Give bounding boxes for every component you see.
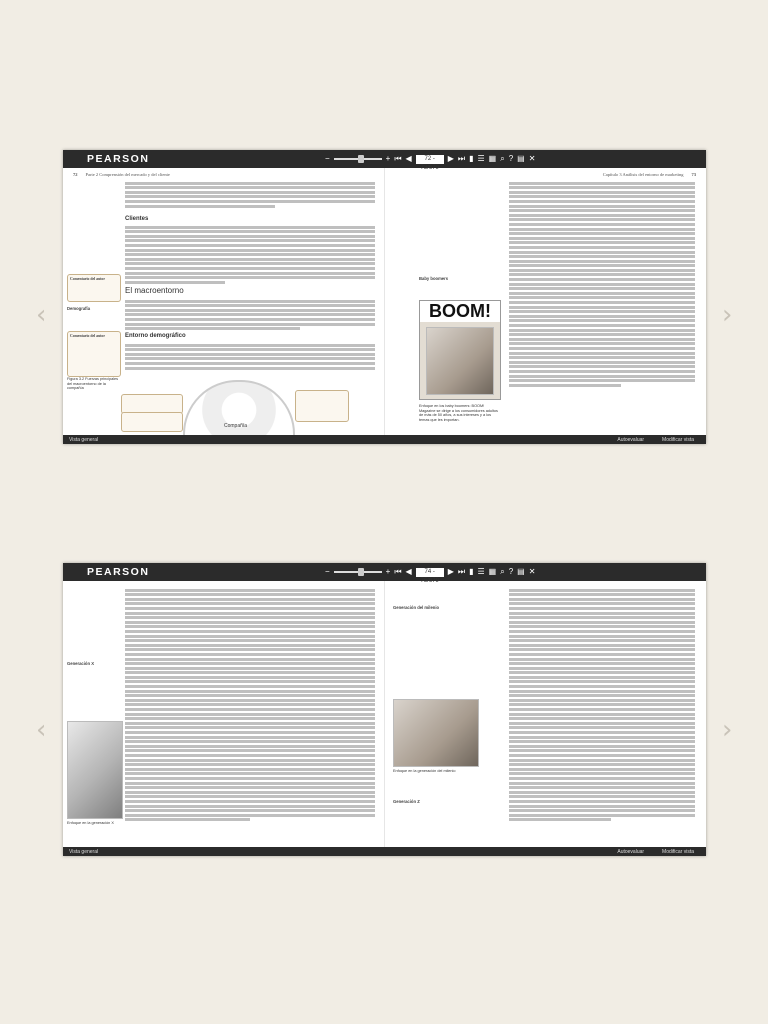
search-icon[interactable]: ⌕: [500, 154, 505, 163]
heading-clientes: Clientes: [125, 216, 149, 222]
overview-button[interactable]: Vista general: [69, 848, 99, 855]
couple-photo: [426, 327, 494, 395]
brand-logo: PEARSON: [87, 153, 150, 165]
change-view-button[interactable]: Modificar vista: [662, 848, 694, 855]
grid-icon[interactable]: ▦: [488, 154, 497, 163]
right-page: [385, 581, 706, 847]
close-icon[interactable]: ✕: [528, 567, 536, 576]
body-text: [509, 180, 695, 388]
last-page-icon[interactable]: ⏭: [457, 567, 466, 576]
zoom-in-icon[interactable]: +: [385, 154, 391, 163]
zoom-slider[interactable]: [334, 158, 382, 160]
heading-demografico: Entorno demográfico: [125, 333, 186, 339]
search-icon[interactable]: ⌕: [500, 567, 505, 576]
reader-view-top: [63, 150, 706, 444]
reader-bottombar: [63, 847, 706, 856]
first-page-icon[interactable]: ⏮: [394, 567, 402, 576]
grid-icon[interactable]: ▦: [488, 567, 497, 576]
margin-gen-x: Generación X: [67, 661, 94, 666]
close-icon[interactable]: ✕: [528, 154, 536, 163]
reader-toolbar: [63, 150, 706, 171]
toolbar-controls: [325, 567, 536, 584]
zoom-out-icon[interactable]: −: [325, 567, 330, 576]
toolbar-controls: [325, 154, 536, 171]
next-spread-arrow[interactable]: ›: [722, 300, 733, 330]
body-text: [125, 587, 375, 823]
page-spread: [63, 168, 706, 435]
running-header: 72 Parte 2 Comprensión del mercado y del cliente: [73, 172, 170, 177]
photo-caption: Enfoque en los baby boomers: BOOM! Magazine se dirige a los consumidores adultos de más de 50 años, a sus intereses y a los temas que les importan.: [419, 404, 498, 422]
zoom-in-icon[interactable]: +: [385, 567, 391, 576]
prev-spread-arrow[interactable]: ‹: [36, 715, 47, 745]
prev-spread-arrow[interactable]: ‹: [36, 300, 47, 330]
bookmark-icon[interactable]: ▮: [469, 567, 474, 576]
left-page: [63, 581, 385, 847]
author-comment-2: Comentario del autor: [67, 331, 121, 377]
figure-note-2: [121, 412, 183, 432]
notes-icon[interactable]: ☰: [477, 567, 485, 576]
reader-toolbar: [63, 563, 706, 584]
notes-icon[interactable]: ☰: [477, 154, 485, 163]
last-page-icon[interactable]: ⏭: [457, 154, 466, 163]
photo-caption: Enfoque en la generación del milenio: [393, 769, 456, 773]
self-assess-button[interactable]: Autoevaluar: [617, 436, 645, 443]
left-page: [63, 168, 385, 435]
figure-caption: Figura 3.2 Fuerzas principales del macroentorno de la compañía: [67, 377, 119, 391]
heading-macroentorno: El macroentorno: [125, 286, 184, 295]
reader-bottombar: [63, 435, 706, 444]
brand-logo: PEARSON: [87, 566, 150, 578]
body-text: [125, 224, 375, 285]
first-page-icon[interactable]: ⏮: [394, 154, 402, 163]
zoom-slider[interactable]: [334, 571, 382, 573]
body-text: [125, 180, 375, 209]
prev-page-icon[interactable]: ◀: [405, 567, 412, 576]
margin-definition: Demografía: [67, 306, 91, 311]
bookmark-icon[interactable]: ▮: [469, 154, 474, 163]
figure-center-label: Compañía: [224, 423, 248, 429]
help-icon[interactable]: ?: [508, 567, 514, 576]
help-icon[interactable]: ?: [508, 154, 514, 163]
page-number-input[interactable]: 74 - 75/679: [416, 568, 444, 577]
menu-icon[interactable]: ▤: [517, 567, 525, 576]
advertisement-image: [67, 721, 123, 819]
right-page: [385, 168, 706, 435]
margin-baby-boomers: Baby boomers: [419, 276, 449, 281]
magazine-cover-image: BOOM!: [419, 300, 501, 400]
body-text: [509, 587, 695, 823]
page-spread: [63, 581, 706, 847]
next-spread-arrow[interactable]: ›: [722, 715, 733, 745]
self-assess-button[interactable]: Autoevaluar: [617, 848, 645, 855]
prev-page-icon[interactable]: ◀: [405, 154, 412, 163]
next-page-icon[interactable]: ▶: [447, 154, 454, 163]
students-photo: [393, 699, 479, 767]
change-view-button[interactable]: Modificar vista: [662, 436, 694, 443]
zoom-out-icon[interactable]: −: [325, 154, 330, 163]
menu-icon[interactable]: ▤: [517, 154, 525, 163]
next-page-icon[interactable]: ▶: [447, 567, 454, 576]
figure-note-1: [121, 394, 183, 414]
margin-gen-z: Generación Z: [393, 799, 420, 804]
margin-gen-y: Generación del milenio: [393, 605, 440, 610]
page-number-input[interactable]: 72 - 73/679: [416, 155, 444, 164]
author-comment-1: Comentario del autor: [67, 274, 121, 302]
overview-button[interactable]: Vista general: [69, 436, 99, 443]
body-text: [125, 342, 375, 371]
running-header: Capítulo 3 Análisis del entorno de marketing 73: [602, 172, 696, 177]
reader-view-bottom: [63, 563, 706, 856]
figure-note-3: [295, 390, 349, 422]
body-text: [125, 298, 375, 332]
photo-caption: Enfoque en la generación X: [67, 821, 114, 825]
